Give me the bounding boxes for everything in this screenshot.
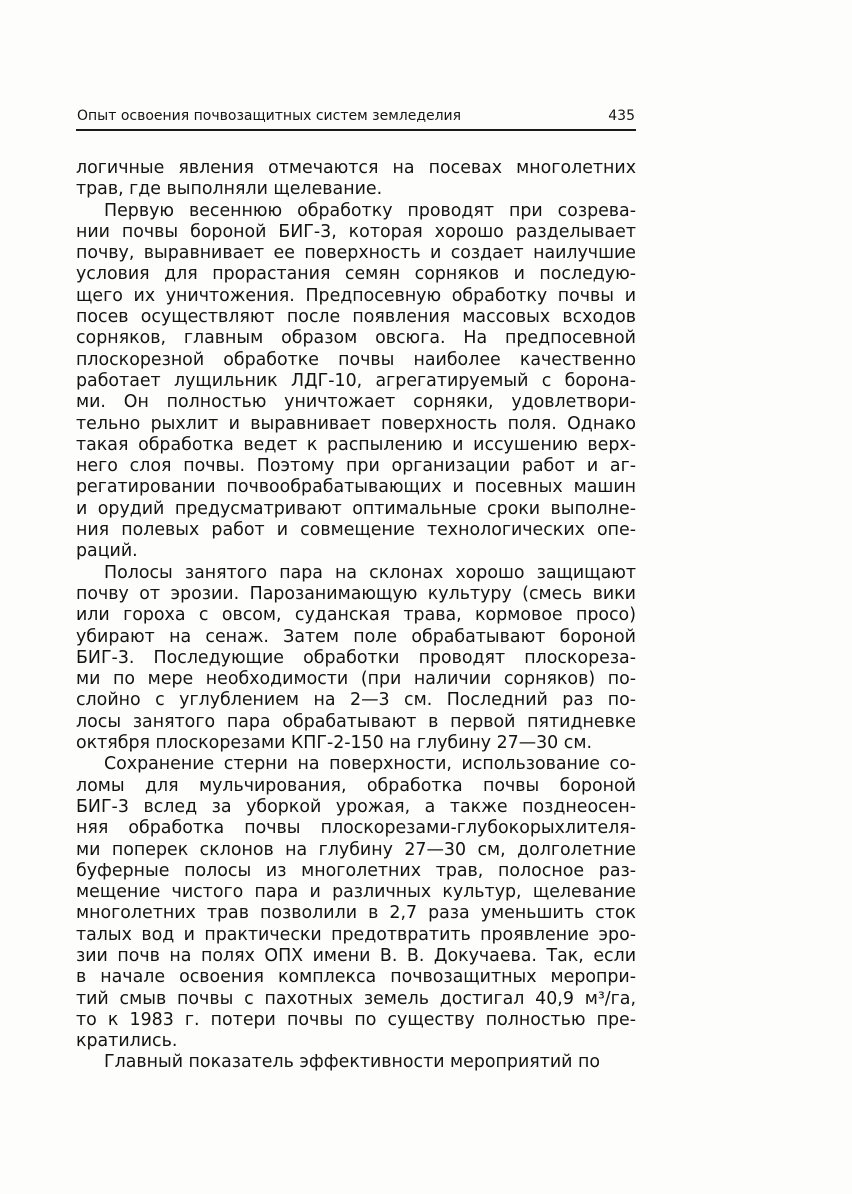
page-header: [77, 101, 635, 125]
text-line: октября плоскорезами КПГ-2-150 на глубину 27—30 см.: [76, 733, 592, 754]
text-line: то к 1983 г. потери почвы по существу полностью пре-: [76, 1009, 636, 1030]
text-line: буферные полосы из многолетних трав, полосное раз-: [76, 860, 636, 881]
text-line: зии почв на полях ОПХ имени В. В. Докучаева. Так, если: [76, 945, 636, 966]
text-line: слойно с углублением на 2—3 см. Последний раз по-: [76, 690, 636, 711]
text-line: него слоя почвы. Поэтому при организации работ и аг-: [76, 456, 636, 477]
text-line: убирают на сенаж. Затем поле обрабатывают бороной: [76, 626, 636, 647]
text-line: трав, где выполняли щелевание.: [76, 179, 383, 200]
text-line: посев осуществляют после появления массовых всходов: [76, 307, 636, 328]
paragraph: [76, 563, 636, 755]
text-line: в начале освоения комплекса почвозащитных меропри-: [76, 967, 636, 988]
text-line: раций.: [76, 541, 138, 562]
text-line: Главный показатель эффективности мероприятий по: [104, 1052, 600, 1073]
text-line: такая обработка ведет к распылению и иссушению верх-: [76, 434, 636, 455]
text-line: Сохранение стерни на поверхности, использование со-: [104, 754, 636, 775]
text-line: мещение чистого пара и различных культур, щелевание: [76, 882, 636, 903]
text-line: ми по мере необходимости (при наличии сорняков) по-: [76, 669, 636, 690]
paragraph: [76, 158, 636, 201]
text-line: лосы занятого пара обрабатывают в первой пятидневке: [76, 711, 636, 732]
text-line: ми поперек склонов на глубину 27—30 см, долголетние: [76, 839, 636, 860]
text-line: БИГ-3. Последующие обработки проводят плоскореза-: [76, 647, 636, 668]
text-line: ния полевых работ и совмещение технологических опе-: [76, 520, 636, 541]
text-line: Полосы занятого пара на склонах хорошо защищают: [104, 562, 636, 583]
text-line: работает лущильник ЛДГ-10, агрегатируемый с борона-: [76, 370, 636, 391]
text-line: щего их уничтожения. Предпосевную обработку почвы и: [76, 285, 636, 306]
text-line: почву от эрозии. Парозанимающую культуру (смесь вики: [76, 583, 636, 604]
running-title: Опыт освоения почвозащитных систем земледелия: [77, 108, 462, 124]
text-line: ми. Он полностью уничтожает сорняки, удовлетвори-: [76, 392, 636, 413]
text-line: многолетних трав позволили в 2,7 раза уменьшить сток: [76, 903, 636, 924]
text-line: и орудий предусматривают оптимальные сроки выполне-: [76, 498, 636, 519]
page-number: 435: [608, 108, 635, 124]
text-line: нии почвы бороной БИГ-3, которая хорошо разделывает: [76, 221, 636, 242]
text-line: сорняков, главным образом овсюга. На предпосевной: [76, 328, 636, 349]
text-line: плоскорезной обработке почвы наиболее качественно: [76, 349, 636, 370]
header-rule: [76, 129, 636, 131]
text-line: ломы для мульчирования, обработка почвы бороной: [76, 775, 636, 796]
paragraph: [76, 1052, 636, 1073]
paragraph: [76, 754, 636, 1052]
text-line: няя обработка почвы плоскорезами-глубокорыхлителя-: [76, 818, 636, 839]
text-line: или гороха с овсом, суданская трава, кормовое просо): [76, 605, 636, 626]
text-line: почву, выравнивает ее поверхность и создает наилучшие: [76, 243, 636, 264]
text-line: талых вод и практически предотвратить проявление эро-: [76, 924, 636, 945]
text-line: условия для прорастания семян сорняков и последую-: [76, 264, 636, 285]
text-line: тий смыв почвы с пахотных земель достигал 40,9 м³/га,: [76, 988, 636, 1009]
text-line: логичные явления отмечаются на посевах многолетних: [76, 158, 636, 178]
text-line: Первую весеннюю обработку проводят при созрева-: [104, 200, 636, 221]
text-line: регатировании почвообрабатывающих и посевных машин: [76, 477, 636, 498]
paragraph: [76, 201, 636, 563]
body-text: [76, 158, 636, 1074]
text-line: БИГ-3 вслед за уборкой урожая, а также позднеосен-: [76, 796, 636, 817]
text-line: кратились.: [76, 1031, 178, 1052]
text-line: тельно рыхлит и выравнивает поверхность поля. Однако: [76, 413, 636, 434]
